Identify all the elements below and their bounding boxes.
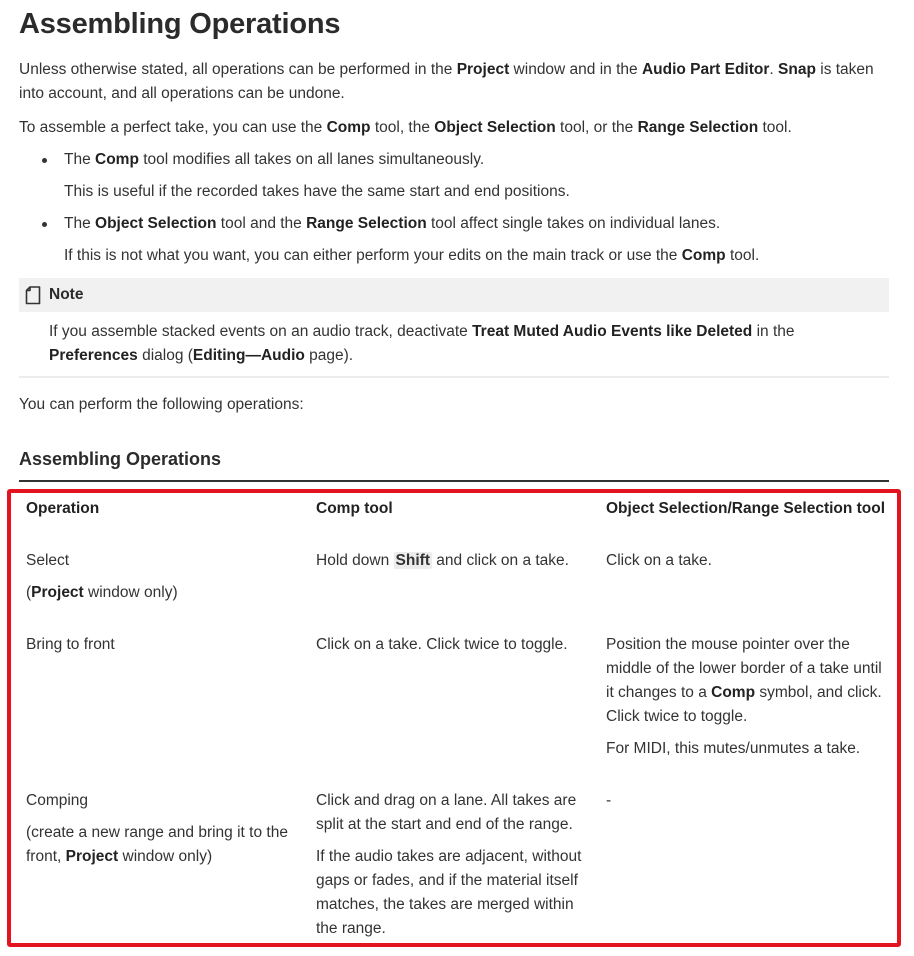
cell-paragraph <box>26 581 306 605</box>
text-run: Bring to front <box>26 636 115 653</box>
cell-paragraph <box>606 633 891 729</box>
bold-term: Treat Muted Audio Events like Deleted <box>472 323 753 340</box>
bold-term: Comp <box>711 684 756 701</box>
outro-paragraph: You can perform the following operations: <box>19 396 304 413</box>
table-cell <box>316 549 596 581</box>
cell-paragraph <box>26 821 306 869</box>
intro-paragraph-2 <box>19 116 891 140</box>
text-run: tool affect single takes on individual lanes. <box>426 215 721 232</box>
cell-paragraph <box>26 789 306 813</box>
text-run: Click on a take. <box>606 552 712 569</box>
list-item-subtext <box>64 180 570 204</box>
text-run: Unless otherwise stated, all operations can be performed in the <box>19 61 457 78</box>
text-run: If the audio takes are adjacent, without gaps or fades, and if the material itself matches, the takes are merged within the range. <box>316 848 582 937</box>
list-item-text <box>64 148 864 172</box>
text-run: and click on a take. <box>431 552 569 569</box>
table-header-comp-tool: Comp tool <box>316 500 393 517</box>
table-cell <box>606 549 891 581</box>
bold-term: Comp <box>326 119 371 136</box>
table-title-divider <box>19 480 889 482</box>
text-run: window only) <box>83 584 178 601</box>
table-cell <box>26 549 306 613</box>
text-run: - <box>606 792 612 809</box>
bold-term: Project <box>31 584 84 601</box>
text-run: window only) <box>118 848 213 865</box>
table-title: Assembling Operations <box>19 449 222 469</box>
table-cell <box>26 633 306 665</box>
text-run: Click on a take. Click twice to toggle. <box>316 636 568 653</box>
table-cell <box>606 633 891 769</box>
text-run: Select <box>26 552 70 569</box>
list-item <box>64 148 864 172</box>
text-run: (create a new range and bring it to the front, <box>26 824 288 865</box>
text-run: tool and the <box>216 215 307 232</box>
cell-paragraph <box>606 549 891 573</box>
text-run: tool. <box>725 247 760 264</box>
bold-term: Range Selection <box>637 119 759 136</box>
list-item-subtext <box>64 244 759 268</box>
text-run: page). <box>304 347 354 364</box>
bold-term: Object Selection <box>434 119 556 136</box>
text-run: dialog ( <box>137 347 193 364</box>
text-run: Comping <box>26 792 89 809</box>
text-run: tool modifies all takes on all lanes simultaneously. <box>138 151 485 168</box>
cell-paragraph <box>26 633 306 657</box>
note-body <box>19 312 849 368</box>
note-title: Note <box>49 286 84 303</box>
text-run: The <box>64 215 96 232</box>
text-run: tool, the <box>370 119 435 136</box>
table-cell <box>316 633 596 665</box>
text-run: window and in the <box>509 61 642 78</box>
table-cell <box>26 789 306 877</box>
page-title: Assembling Operations <box>19 8 341 40</box>
cell-paragraph <box>606 737 891 761</box>
bold-term: Object Selection <box>95 215 217 232</box>
text-run: For MIDI, this mutes/unmutes a take. <box>606 740 861 757</box>
text-run: Position the mouse pointer over the middle of the lower border of a take until it changes to a <box>606 636 882 701</box>
text-run: If you assemble stacked events on an audio track, deactivate <box>49 323 473 340</box>
text-run: Hold down <box>316 552 394 569</box>
cell-paragraph <box>316 633 596 657</box>
bold-term: Project <box>456 61 510 78</box>
list-item-text <box>64 212 864 236</box>
key-label: Shift <box>395 552 430 569</box>
text-run: symbol, and click. Click twice to toggle. <box>606 684 882 725</box>
text-run: Click and drag on a lane. All takes are split at the start and end of the range. <box>316 792 577 833</box>
table-cell <box>606 789 891 821</box>
text-run: in the <box>752 323 795 340</box>
text-run: . <box>769 61 779 78</box>
note-header <box>19 278 889 312</box>
text-run: To assemble a perfect take, you can use the <box>19 119 327 136</box>
bold-term: Comp <box>681 247 726 264</box>
bold-term: Editing—Audio <box>192 347 305 364</box>
table-cell <box>316 789 596 949</box>
list-item <box>64 212 864 236</box>
bold-term: Preferences <box>49 347 138 364</box>
bullet-icon <box>42 222 47 227</box>
bold-term: Range Selection <box>306 215 427 232</box>
intro-paragraph-1 <box>19 58 891 106</box>
bullet-icon <box>42 158 47 163</box>
text-run: tool. <box>758 119 792 136</box>
cell-paragraph <box>316 549 596 573</box>
note-box <box>19 278 889 378</box>
text-run: If this is not what you want, you can either perform your edits on the main track or use the <box>64 247 682 264</box>
text-run: This is useful if the recorded takes have the same start and end positions. <box>64 183 570 200</box>
note-icon <box>25 286 41 305</box>
cell-paragraph <box>26 549 306 573</box>
text-run: ( <box>26 584 32 601</box>
text-run: is taken into account, and all operations can be undone. <box>19 61 874 102</box>
text-run: tool, or the <box>555 119 638 136</box>
cell-paragraph <box>316 789 596 837</box>
table-header-selection-tool: Object Selection/Range Selection tool <box>606 500 886 517</box>
table-header-operation: Operation <box>26 500 100 517</box>
bold-term: Comp <box>95 151 139 168</box>
cell-paragraph <box>316 845 596 941</box>
bold-term: Audio Part Editor <box>641 61 770 78</box>
cell-paragraph <box>606 789 891 813</box>
bold-term: Snap <box>778 61 816 78</box>
text-run: The <box>64 151 96 168</box>
bold-term: Project <box>65 848 119 865</box>
